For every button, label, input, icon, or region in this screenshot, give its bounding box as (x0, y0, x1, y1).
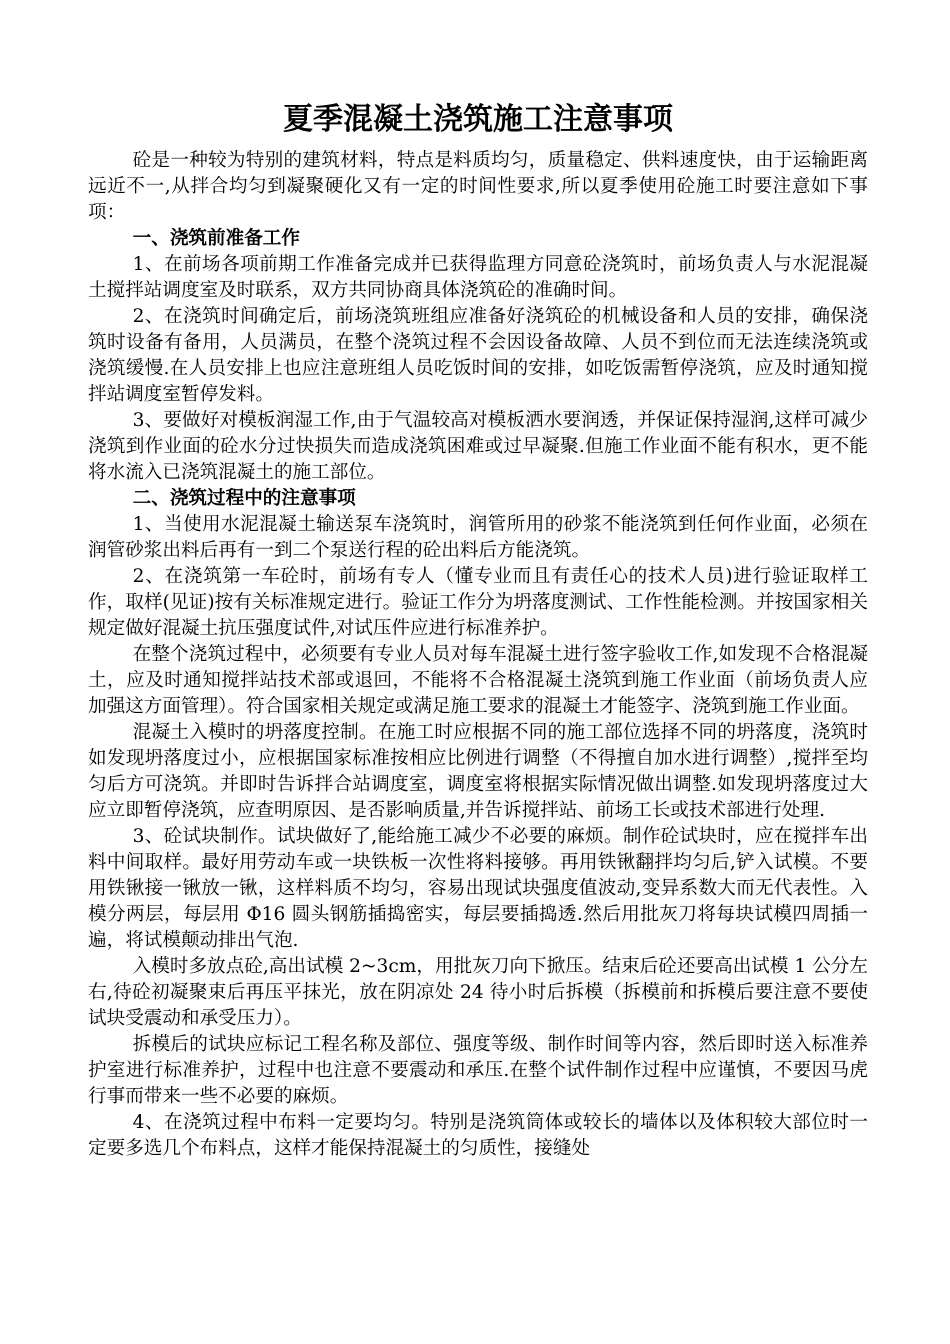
body-paragraph: 2、在浇筑时间确定后，前场浇筑班组应准备好浇筑砼的机械设备和人员的安排，确保浇筑时设备有备用，人员满员，在整个浇筑过程不会因设备故障、人员不到位而无法连续浇筑或浇筑缓慢.在人员安排上也应注意班组人员吃饭时间的安排，如吃饭需暂停浇筑，应及时通知搅拌站调度室暂停发料。 (88, 306, 868, 405)
body-paragraph: 3、要做好对模板润湿工作,由于气温较高对模板洒水要润透，并保证保持湿润,这样可减少浇筑到作业面的砼水分过快损失而造成浇筑困难或过早凝聚.但施工作业面不能有积水，更不能将水流入已浇筑混凝土的施工部位。 (88, 410, 868, 483)
section-heading: 二、浇筑过程中的注意事项 (132, 488, 356, 509)
body-paragraph: 入模时多放点砼,高出试模 2~3cm，用批灰刀向下掀压。结束后砼还要高出试模 1 公分左右,待砼初凝聚束后再压平抹光，放在阴凉处 24 待小时后拆模（拆模前和拆模后要注意不要使试块受震动和承受压力）。 (88, 956, 868, 1029)
body-paragraph: 拆模后的试块应标记工程名称及部位、强度等级、制作时间等内容，然后即时送入标准养护室进行标准养护，过程中也注意不要震动和承压.在整个试件制作过程中应谨慎，不要因马虎行事而带来一些不必要的麻烦。 (88, 1034, 868, 1107)
body-paragraph: 混凝土入模时的坍落度控制。在施工时应根据不同的施工部位选择不同的坍落度，浇筑时如发现坍落度过小，应根据国家标准按相应比例进行调整（不得擅自加水进行调整）,搅拌至均匀后方可浇筑。并即时告诉拌合站调度室，调度室将根据实际情况做出调整.如发现坍落度过大应立即暂停浇筑，应查明原因、是否影响质量,并告诉搅拌站、前场工长或技术部进行处理. (88, 722, 868, 821)
body-paragraph: 2、在浇筑第一车砼时，前场有专人（懂专业而且有责任心的技术人员)进行验证取样工作，取样(见证)按有关标准规定进行。验证工作分为坍落度测试、工作性能检测。并按国家相关规定做好混凝土抗压强度试件,对试压件应进行标准养护。 (88, 566, 868, 639)
body-paragraph: 1、在前场各项前期工作准备完成并已获得监理方同意砼浇筑时，前场负责人与水泥混凝土搅拌站调度室及时联系，双方共同协商具体浇筑砼的准确时间。 (88, 254, 868, 301)
document-page (88, 100, 868, 1162)
document-title: 夏季混凝土浇筑施工注意事项 (283, 102, 673, 137)
body-paragraph: 在整个浇筑过程中，必须要有专业人员对每车混凝土进行签字验收工作,如发现不合格混凝土，应及时通知搅拌站技术部或退回，不能将不合格混凝土浇筑到施工作业面（前场负责人应加强这方面管理）。符合国家相关规定或满足施工要求的混凝土才能签字、浇筑到施工作业面。 (88, 644, 868, 717)
body-paragraph: 4、在浇筑过程中布料一定要均匀。特别是浇筑筒体或较长的墙体以及体积较大部位时一定要多选几个布料点，这样才能保持混凝土的匀质性，接缝处 (88, 1112, 868, 1159)
body-paragraph: 1、当使用水泥混凝土输送泵车浇筑时，润管所用的砂浆不能浇筑到任何作业面，必须在润管砂浆出料后再有一到二个泵送行程的砼出料后方能浇筑。 (88, 514, 868, 561)
body-paragraph: 3、砼试块制作。试块做好了,能给施工减少不必要的麻烦。制作砼试块时，应在搅拌车出料中间取样。最好用劳动车或一块铁板一次性将料接够。再用铁锹翻拌均匀后,铲入试模。不要用铁锹接一锹放一锹，这样料质不均匀，容易出现试块强度值波动,变异系数大而无代表性。入模分两层，每层用 Φ16 圆头钢筋插捣密实，每层要插捣透.然后用批灰刀将每块试模四周插一遍，将试模颠动排出气泡. (88, 826, 868, 951)
section-heading: 一、浇筑前准备工作 (132, 228, 300, 249)
intro-paragraph: 砼是一种较为特别的建筑材料，特点是料质均匀，质量稳定、供料速度快，由于运输距离远近不一,从拌合均匀到凝聚硬化又有一定的时间性要求,所以夏季使用砼施工时要注意如下事项： (88, 150, 868, 223)
